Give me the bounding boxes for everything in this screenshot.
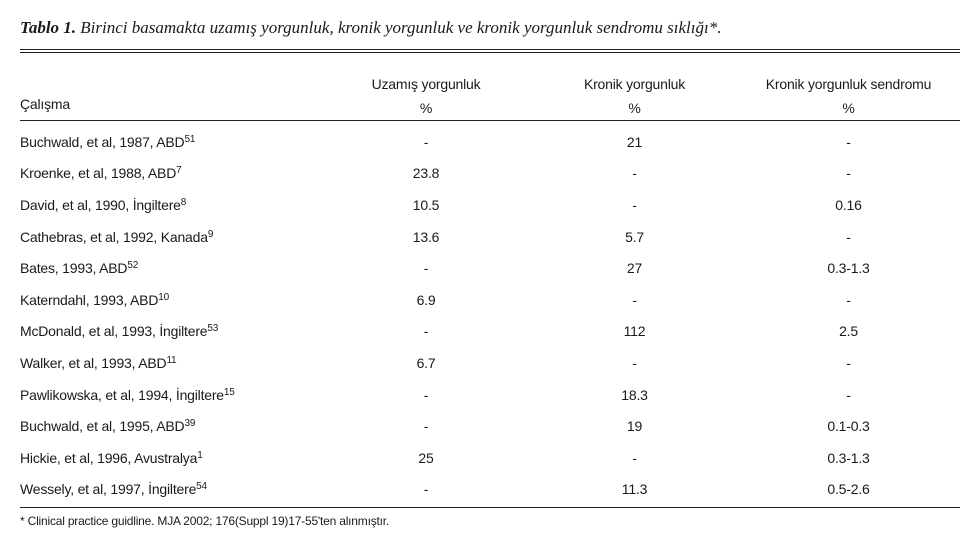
sendrom-value: 0.3-1.3 [827, 260, 870, 277]
kronik-value: 21 [626, 133, 643, 150]
sendrom-value: - [846, 354, 851, 371]
reference-number: 39 [184, 418, 196, 430]
uzamis-value: 23.8 [412, 165, 440, 182]
study-cell [20, 379, 320, 411]
reference-number: 15 [223, 386, 235, 398]
table-row [20, 221, 960, 253]
study-name: Katerndahl, 1993, ABD [20, 291, 159, 308]
kronik-value: - [632, 291, 637, 308]
kronik-value: - [632, 165, 637, 182]
study-cell [20, 347, 320, 379]
kronik-value: - [632, 354, 637, 371]
table-row [20, 316, 960, 348]
reference-number: 53 [207, 323, 219, 335]
uzamis-value: - [423, 481, 429, 498]
uzamis-value: - [423, 133, 429, 150]
sendrom-value: 0.3-1.3 [827, 449, 870, 466]
kronik-value: 11.3 [621, 481, 648, 498]
study-name: Buchwald, et al, 1995, ABD [20, 418, 185, 435]
uzamis-value: 6.9 [416, 291, 436, 308]
study-cell [20, 126, 320, 158]
reference-number: 52 [127, 260, 139, 272]
header-row [20, 67, 960, 120]
study-cell [20, 221, 320, 253]
kronik-value: 112 [623, 323, 646, 340]
reference-number: 9 [207, 228, 214, 240]
uzamis-value: - [423, 323, 429, 340]
table-row [20, 474, 960, 506]
study-name: Hickie, et al, 1996, Avustralya [20, 449, 198, 466]
footnote: * Clinical practice guidline. MJA 2002; 176(Suppl 19)17-55'ten alınmıştır. [20, 514, 390, 528]
sendrom-value: - [846, 228, 851, 245]
table-row [20, 379, 960, 411]
study-name: Buchwald, et al, 1987, ABD [20, 133, 185, 150]
study-name: Cathebras, et al, 1992, Kanada [20, 228, 208, 245]
study-cell [20, 442, 320, 474]
uzamis-value: 25 [418, 449, 434, 466]
study-cell [20, 252, 320, 284]
header-uzamis: Uzamış yorgunluk % [371, 76, 481, 116]
kronik-value: - [632, 449, 637, 466]
data-table [20, 67, 960, 505]
kronik-value: - [632, 196, 637, 213]
study-name: David, et al, 1990, İngiltere [20, 196, 181, 213]
table-title: Birinci basamakta uzamış yorgunluk, kronik yorgunluk ve kronik yorgunluk sendromu sıklığı*. [80, 18, 722, 37]
study-cell [20, 189, 320, 221]
table-row [20, 158, 960, 190]
table-label: Tablo 1. [20, 18, 77, 37]
uzamis-value: 6.7 [416, 354, 436, 371]
sendrom-value: - [846, 291, 851, 308]
kronik-value: 18.3 [621, 386, 648, 403]
bottom-rule [20, 507, 960, 508]
study-cell [20, 410, 320, 442]
table-row [20, 410, 960, 442]
uzamis-value: - [423, 260, 429, 277]
reference-number: 7 [176, 165, 182, 177]
study-name: McDonald, et al, 1993, İngiltere [20, 323, 208, 340]
table-row [20, 252, 960, 284]
study-name: Wessely, et al, 1997, İngiltere [20, 481, 197, 498]
kronik-value: 27 [626, 260, 643, 277]
table-row [20, 189, 960, 221]
table-row [20, 347, 960, 379]
sendrom-value: - [846, 133, 851, 150]
table-caption [20, 18, 960, 38]
study-name: Pawlikowska, et al, 1994, İngiltere [20, 386, 224, 403]
reference-number: 10 [158, 291, 169, 303]
sendrom-value: - [846, 386, 851, 403]
uzamis-value: - [423, 386, 429, 403]
study-name: Kroenke, et al, 1988, ABD [20, 165, 177, 182]
study-cell [20, 158, 320, 190]
kronik-value: 5.7 [625, 228, 644, 245]
table-row [20, 126, 960, 158]
sendrom-value: 0.1-0.3 [827, 418, 870, 435]
study-cell [20, 474, 320, 506]
reference-number: 54 [196, 481, 207, 493]
header-kronik: Kronik yorgunluk % [583, 76, 686, 116]
reference-number: 1 [197, 449, 203, 461]
reference-number: 8 [180, 196, 187, 208]
study-name: Walker, et al, 1993, ABD [20, 354, 167, 371]
sendrom-value: - [846, 165, 851, 182]
top-rule [20, 49, 960, 53]
table-row [20, 284, 960, 316]
uzamis-value: 13.6 [412, 228, 440, 245]
sendrom-value: 0.16 [835, 196, 862, 213]
study-cell [20, 316, 320, 348]
header-sendrom: Kronik yorgunluk sendromu % [765, 76, 932, 116]
sendrom-value: 0.5-2.6 [827, 481, 870, 498]
study-name: Bates, 1993, ABD [20, 260, 128, 277]
header-study: Çalışma [20, 96, 70, 112]
kronik-value: 19 [626, 418, 643, 435]
reference-number: 51 [184, 133, 196, 145]
reference-number: 11 [166, 354, 177, 366]
sendrom-value: 2.5 [839, 323, 858, 340]
table-body [20, 126, 960, 505]
table-row [20, 442, 960, 474]
study-cell [20, 284, 320, 316]
uzamis-value: - [423, 418, 429, 435]
uzamis-value: 10.5 [412, 196, 440, 213]
